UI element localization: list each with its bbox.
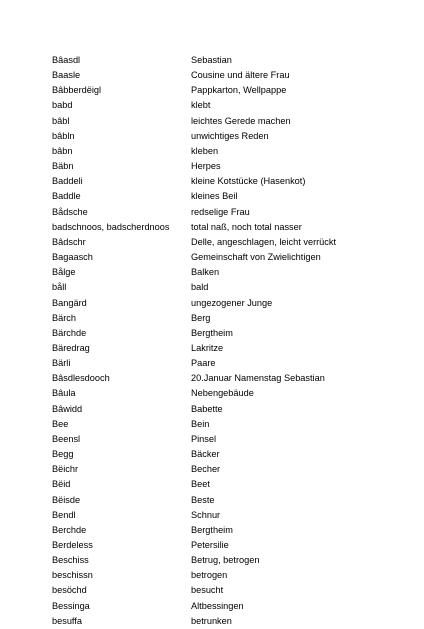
term-meaning: Balken (191, 267, 220, 278)
term-meaning: Cousine und ältere Frau (191, 70, 290, 81)
glossary-row (52, 371, 412, 386)
glossary-row (52, 144, 412, 159)
term-meaning: Gemeinschaft von Zwielichtigen (191, 252, 321, 263)
term-meaning: Delle, angeschlagen, leicht verrückt (191, 236, 337, 247)
glossary-row (52, 296, 412, 311)
glossary-row (52, 326, 412, 341)
dialect-term: Bâbberdëigl (52, 85, 102, 96)
term-meaning: betrogen (191, 570, 228, 581)
glossary-row (52, 129, 412, 144)
term-meaning: bald (191, 282, 209, 293)
term-meaning: Beste (191, 494, 215, 505)
term-meaning: Sebastian (191, 55, 232, 65)
dialect-term: Bäbn (52, 161, 74, 172)
dialect-term: Bëichr (52, 464, 79, 475)
dialect-term: Bålge (52, 267, 76, 278)
dialect-term: Baddle (52, 191, 81, 202)
glossary-row (52, 98, 412, 113)
glossary-row (52, 538, 412, 553)
glossary-row (52, 356, 412, 371)
term-meaning: Pinsel (191, 433, 217, 444)
glossary-row (52, 386, 412, 401)
dialect-term: Bâdschr (52, 236, 86, 247)
glossary-row (52, 508, 412, 523)
glossary-row (52, 493, 412, 508)
glossary-row (52, 553, 412, 568)
term-meaning: klebt (191, 100, 211, 111)
glossary-row (52, 568, 412, 583)
term-meaning: redselige Frau (191, 206, 250, 217)
term-meaning: kleine Kotstücke (Hasenkot) (191, 176, 306, 187)
dialect-term: bâbl (52, 115, 70, 126)
glossary-row (52, 159, 412, 174)
term-meaning: Herpes (191, 161, 221, 172)
dialect-term: Bärchde (52, 327, 87, 338)
glossary-row (52, 599, 412, 614)
glossary-row (52, 341, 412, 356)
glossary-row (52, 432, 412, 447)
dialect-term: badschnoos, badscherdnoos (52, 221, 170, 232)
dialect-term: Bëid (52, 479, 71, 490)
glossary-row (52, 462, 412, 477)
term-meaning: Betrug, betrogen (191, 555, 260, 566)
dialect-term: Beensl (52, 433, 81, 444)
dialect-term: babd (52, 100, 73, 111)
dialect-term: Bâasdl (52, 55, 81, 65)
dialect-term: bâbln (52, 130, 75, 141)
glossary-row (52, 174, 412, 189)
term-meaning: Petersilie (191, 540, 229, 550)
term-meaning: kleben (191, 145, 219, 156)
term-meaning: Babette (191, 403, 223, 414)
dialect-term: Bâsdlesdooch (52, 373, 110, 384)
glossary-row (52, 280, 412, 295)
dialect-term: båll (52, 282, 67, 293)
dialect-term: Bäredrag (52, 342, 90, 353)
term-meaning: leichtes Gerede machen (191, 115, 291, 126)
term-meaning: Paare (191, 358, 216, 369)
dialect-term: Baddeli (52, 176, 83, 187)
glossary-row (52, 417, 412, 432)
glossary-row (52, 447, 412, 462)
glossary-row (52, 235, 412, 250)
glossary-row (52, 220, 412, 235)
term-meaning: Altbessingen (191, 600, 244, 611)
term-meaning: 20.Januar Namenstag Sebastian (191, 373, 325, 384)
dialect-glossary (52, 53, 412, 629)
dialect-term: bâbn (52, 145, 73, 156)
term-meaning: Schnur (191, 509, 221, 520)
glossary-row (52, 189, 412, 204)
dialect-term: beschissn (52, 570, 93, 581)
dialect-term: Bessinga (52, 600, 90, 611)
term-meaning: Bein (191, 418, 210, 429)
dialect-term: Bendl (52, 509, 76, 520)
glossary-row (52, 614, 412, 629)
glossary-row (52, 523, 412, 538)
dialect-term: besöchd (52, 585, 87, 596)
term-meaning: Becher (191, 464, 221, 475)
term-meaning: unwichtiges Reden (191, 130, 269, 141)
dialect-term: besuffa (52, 615, 82, 626)
term-meaning: Bergtheim (191, 327, 233, 338)
dialect-term: Bagaasch (52, 252, 93, 263)
dialect-term: Bärli (52, 358, 71, 369)
term-meaning: Pappkarton, Wellpappe (191, 85, 287, 96)
dialect-term: Bangärd (52, 297, 87, 308)
term-meaning: betrunken (191, 615, 232, 626)
glossary-row (52, 83, 412, 98)
term-meaning: Beet (191, 479, 210, 490)
term-meaning: ungezogener Junge (191, 297, 273, 308)
term-meaning: Lakritze (191, 342, 224, 353)
dialect-term: Baasle (52, 70, 81, 81)
glossary-row (52, 250, 412, 265)
glossary-row (52, 477, 412, 492)
dialect-term: Berdeless (52, 540, 93, 550)
dialect-term: Begg (52, 449, 74, 460)
glossary-row (52, 583, 412, 598)
dialect-term: Bärch (52, 312, 77, 323)
glossary-row (52, 114, 412, 129)
dialect-term: Bâula (52, 388, 76, 399)
dialect-term: Bee (52, 418, 69, 429)
dialect-term: Beschiss (52, 555, 89, 566)
glossary-row (52, 402, 412, 417)
glossary-row (52, 68, 412, 83)
glossary-row (52, 265, 412, 280)
dialect-term: Berchde (52, 524, 87, 535)
dialect-term: Bëisde (52, 494, 81, 505)
dialect-term: Bâwidd (52, 403, 83, 414)
dialect-term: Bådsche (52, 206, 88, 217)
term-meaning: Bäcker (191, 449, 220, 460)
glossary-row (52, 311, 412, 326)
term-meaning: Nebengebäude (191, 388, 254, 399)
term-meaning: kleines Beil (191, 191, 238, 202)
glossary-row (52, 205, 412, 220)
term-meaning: besucht (191, 585, 224, 596)
term-meaning: Berg (191, 312, 211, 323)
glossary-row (52, 53, 412, 68)
term-meaning: Bergtheim (191, 524, 233, 535)
term-meaning: total naß, noch total nasser (191, 221, 302, 232)
